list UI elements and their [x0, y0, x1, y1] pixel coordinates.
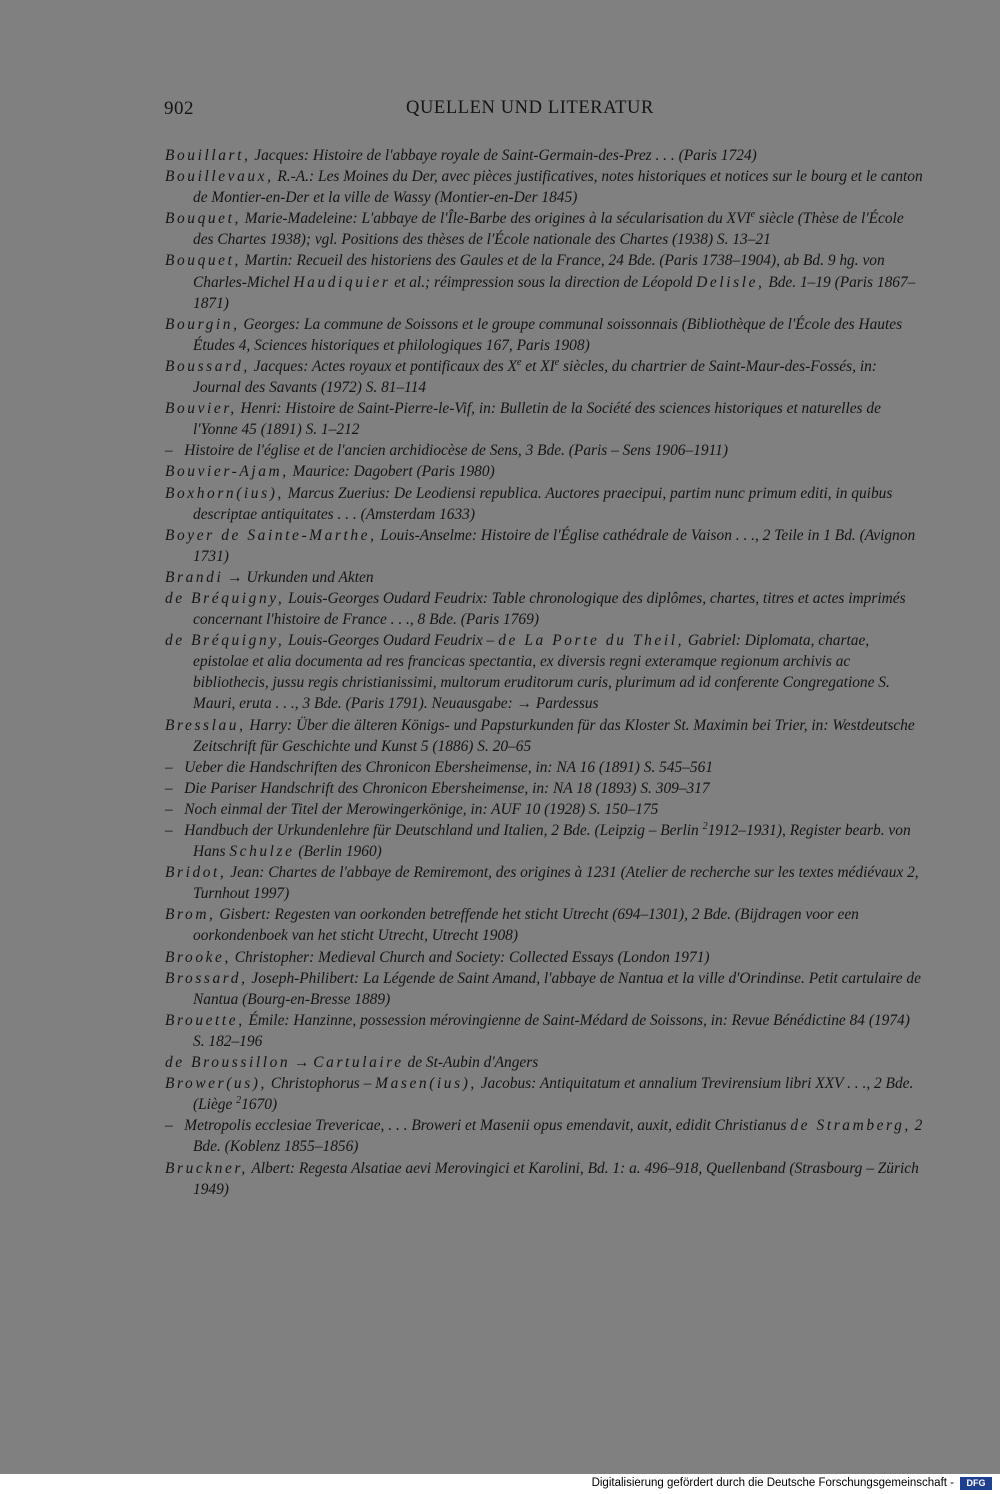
entry-text: Noch einmal der Titel der Merowingerkönige, in: AUF 10 (1928) S. 150–175: [184, 800, 659, 818]
entry-text: Louis-Georges Oudard Feudrix –: [284, 632, 499, 650]
bibliography-entry: [165, 567, 925, 588]
entry-text: Histoire de l'église et de l'ancien archidiocèse de Sens, 3 Bde. (Paris – Sens 1906–1911): [184, 442, 728, 460]
entry-text: Gisbert: Regesten van oorkonden betreffende het sticht Utrecht (694–1301), 2 Bde. (Bijdragen voor een oorkondenboek van het sticht Utrecht, Utrecht 1908): [193, 906, 859, 945]
ditto-dash: –: [165, 442, 173, 460]
entry-text: Die Pariser Handschrift des Chronicon Ebersheimense, in: NA 18 (1893) S. 309–317: [184, 779, 710, 797]
entry-text: Louis-Georges Oudard Feudrix: Table chronologique des diplômes, chartes, titres et actes imprimés concernant l'histoire de France . . ., 8 Bde. (Paris 1769): [193, 589, 906, 629]
bibliography-entry: [165, 1010, 925, 1052]
entry-text: Christophorus –: [266, 1075, 376, 1093]
bibliography-entry: [165, 398, 925, 440]
spaced-name: de Stramberg,: [790, 1117, 911, 1135]
entry-text: 1670): [241, 1096, 278, 1114]
bibliography-entry: [165, 145, 925, 166]
bibliography-entry: [165, 166, 925, 208]
entry-text: Marcus Zuerius: De Leodiensi republica. Auctores praecipui, partim nunc primum editi, in quibus descriptae antiquitates . . . (Amsterdam 1633): [193, 484, 893, 523]
entry-text: de St-Aubin d'Angers: [403, 1054, 539, 1072]
entry-text: Gabriel: Diplomata, chartae, epistolae et alia documenta ad res francicas spectantia, ex diversis regni exteramque regionum archivis ac bibliothecis, jussu regis christianissimi, multorum eruditorum curis, plurimum ad id conferente Congregatione S. Mauri, eruta . . ., 3 Bde. (Paris 1791). Neuausgabe: → Pardessus: [193, 632, 890, 713]
ditto-dash: –: [165, 822, 173, 839]
author-name: de Bréquigny,: [165, 632, 285, 650]
entry-text: Martin: Recueil des historiens des Gaules et de la France, 24 Bde. (Paris 1738–1904), ab Bd. 9 hg. von Charles-Michel: [193, 252, 885, 291]
digitization-footer: [0, 1474, 1000, 1494]
entry-text: → Urkunden und Akten: [223, 568, 374, 586]
author-name: Bridot,: [165, 864, 227, 882]
bibliography-entry: [165, 862, 925, 904]
entry-text: Jacques: Histoire de l'abbaye royale de Saint-Germain-des-Prez . . . (Paris 1724): [250, 147, 757, 164]
bibliography-list: [165, 145, 925, 1200]
author-name: Boyer de Sainte-Marthe,: [165, 526, 377, 544]
author-name: Brandi: [165, 568, 224, 586]
bibliography-entry: [165, 820, 925, 862]
entry-text: R.-A.: Les Moines du Der, avec pièces justificatives, notes historiques et notices sur le bourg et le canton de Montier-en-Der et la ville de Wassy (Montier-en-Der 1845): [193, 168, 923, 207]
bibliography-entry: [165, 440, 925, 461]
page-number: 902: [164, 98, 194, 119]
author-name: Brower(us),: [165, 1075, 267, 1093]
entry-text: Jean: Chartes de l'abbaye de Remiremont, des origines à 1231 (Atelier de recherche sur les textes médiévaux 2, Turnhout 1997): [193, 864, 919, 903]
author-name: Boxhorn(ius),: [165, 484, 284, 502]
author-name: Bourgin,: [165, 315, 240, 333]
spaced-name: Cartulaire: [313, 1054, 404, 1072]
entry-text: Louis-Anselme: Histoire de l'Église cathédrale de Vaison . . ., 2 Teile in 1 Bd. (Avignon 1731): [193, 526, 916, 565]
ditto-dash: –: [165, 1117, 173, 1135]
ditto-dash: –: [165, 758, 173, 776]
entry-text: et al.; réimpression sous la direction de Léopold: [390, 273, 697, 291]
entry-text: Christopher: Medieval Church and Society: Collected Essays (London 1971): [230, 948, 710, 966]
entry-text: Harry: Über die älteren Königs- und Papsturkunden für das Kloster St. Maximin bei Trier, in: Westdeutsche Zeitschrift für Geschichte und Kunst 5 (1886) S. 20–65: [193, 716, 915, 755]
author-name: Bresslau,: [165, 716, 246, 734]
bibliography-entry: [165, 483, 925, 525]
author-name: Bouvier-Ajam,: [165, 463, 289, 481]
entry-text: siècle (Thèse de l'École des Chartes 1938); vgl. Positions des thèses de l'École nationale des Chartes (1938) S. 13–21: [193, 210, 904, 249]
entry-text: Henri: Histoire de Saint-Pierre-le-Vif, in: Bulletin de la Société des sciences historiques et naturelles de l'Yonne 45 (1891) S. 1–212: [193, 400, 881, 439]
bibliography-entry: [165, 525, 925, 567]
spaced-name: Delisle,: [696, 273, 765, 291]
entry-text: siècles, du chartrier de Saint-Maur-des-Fossés, in: Journal des Savants (1972) S. 81–114: [193, 357, 877, 397]
ditto-dash: –: [165, 779, 173, 797]
superscript: 2: [702, 820, 708, 832]
spaced-name: Masen(ius),: [375, 1075, 477, 1093]
author-name: de Bréquigny,: [165, 589, 285, 607]
bibliography-entry: [165, 1158, 925, 1200]
entry-text: Albert: Regesta Alsatiae aevi Merovingici et Karolini, Bd. 1: a. 496–918, Quellenband (Strasbourg – Zürich 1949): [193, 1159, 919, 1198]
bibliography-entry: [165, 461, 925, 482]
author-name: Brouette,: [165, 1011, 245, 1029]
entry-text: et XI: [521, 357, 555, 375]
author-name: Bouillevaux,: [165, 168, 274, 186]
bibliography-entry: [165, 968, 925, 1010]
superscript: e: [516, 356, 522, 368]
entry-text: Maurice: Dagobert (Paris 1980): [288, 463, 495, 481]
page-header: [164, 98, 674, 124]
entry-text: Handbuch der Urkundenlehre für Deutschland und Italien, 2 Bde. (Leipzig – Berlin: [184, 822, 703, 839]
superscript: 2: [236, 1095, 242, 1107]
bibliography-entry: [165, 778, 925, 799]
author-name: Bouquet,: [165, 252, 241, 270]
entry-text: Metropolis ecclesiae Trevericae, . . . Broweri et Masenii opus emendavit, auxit, edidit Christianus: [184, 1117, 791, 1135]
superscript: e: [554, 356, 560, 368]
author-name: Bouillart,: [165, 147, 251, 164]
footer-text: Digitalisierung gefördert durch die Deutsche Forschungsgemeinschaft -: [591, 1477, 954, 1489]
running-title: QUELLEN UND LITERATUR: [406, 98, 654, 118]
entry-text: Bde. 1–19 (Paris 1867–1871): [193, 273, 916, 312]
entry-text: (Berlin 1960): [294, 843, 382, 861]
bibliography-entry: [165, 1073, 925, 1115]
author-name: Bruckner,: [165, 1159, 248, 1177]
entry-text: Émile: Hanzinne, possession mérovingienne de Saint-Médard de Soissons, in: Revue Bénédictine 84 (1974) S. 182–196: [193, 1011, 910, 1050]
entry-text: Marie-Madeleine: L'abbaye de l'Île-Barbe des origines à la sécularisation du XVI: [240, 210, 751, 228]
spaced-name: Haudiquier: [293, 273, 391, 291]
superscript: e: [750, 209, 756, 221]
entry-text: Jacques: Actes royaux et pontificaux des X: [249, 357, 517, 375]
bibliography-entry: [165, 904, 925, 946]
entry-text: Georges: La commune de Soissons et le groupe communal soissonnais (Bibliothèque de l'École des Hautes Études 4, Sciences historiques et philologiques 167, Paris 1908): [193, 315, 903, 354]
spaced-name: de La Porte du Theil,: [498, 632, 685, 650]
bibliography-entry: [165, 356, 925, 398]
author-name: Bouvier,: [165, 400, 237, 418]
author-name: Brom,: [165, 906, 216, 924]
bibliography-entry: [165, 314, 925, 356]
bibliography-entry: [165, 715, 925, 757]
author-name: de Broussillon: [165, 1054, 291, 1072]
entry-text: Jacobus: Antiquitatum et annalium Trevirensium libri XXV . . ., 2 Bde. (Liège: [193, 1075, 914, 1114]
entry-text: Ueber die Handschriften des Chronicon Ebersheimense, in: NA 16 (1891) S. 545–561: [184, 758, 714, 776]
entry-text: 1912–1931), Register bearb. von Hans: [193, 822, 911, 861]
bibliography-entry: [165, 588, 925, 630]
author-name: Brooke,: [165, 948, 231, 966]
bibliography-entry: [165, 947, 925, 968]
bibliography-entry: [165, 1052, 925, 1073]
author-name: Bouquet,: [165, 210, 241, 228]
entry-text: 2 Bde. (Koblenz 1855–1856): [193, 1117, 923, 1156]
entry-text: Joseph-Philibert: La Légende de Saint Amand, l'abbaye de Nantua et la ville d'Orindinse. Petit cartulaire de Nantua (Bourg-en-Bresse 1889): [193, 969, 921, 1008]
ditto-dash: –: [165, 800, 173, 818]
author-name: Boussard,: [165, 357, 250, 375]
entry-text: →: [290, 1054, 314, 1072]
bibliography-entry: [165, 1115, 925, 1157]
bibliography-entry: [165, 630, 925, 714]
author-name: Brossard,: [165, 969, 248, 987]
bibliography-entry: [165, 757, 925, 778]
bibliography-entry: [165, 250, 925, 313]
dfg-logo: DFG: [960, 1477, 992, 1490]
bibliography-entry: [165, 799, 925, 820]
bibliography-entry: [165, 208, 925, 250]
spaced-name: Schulze: [229, 843, 295, 861]
